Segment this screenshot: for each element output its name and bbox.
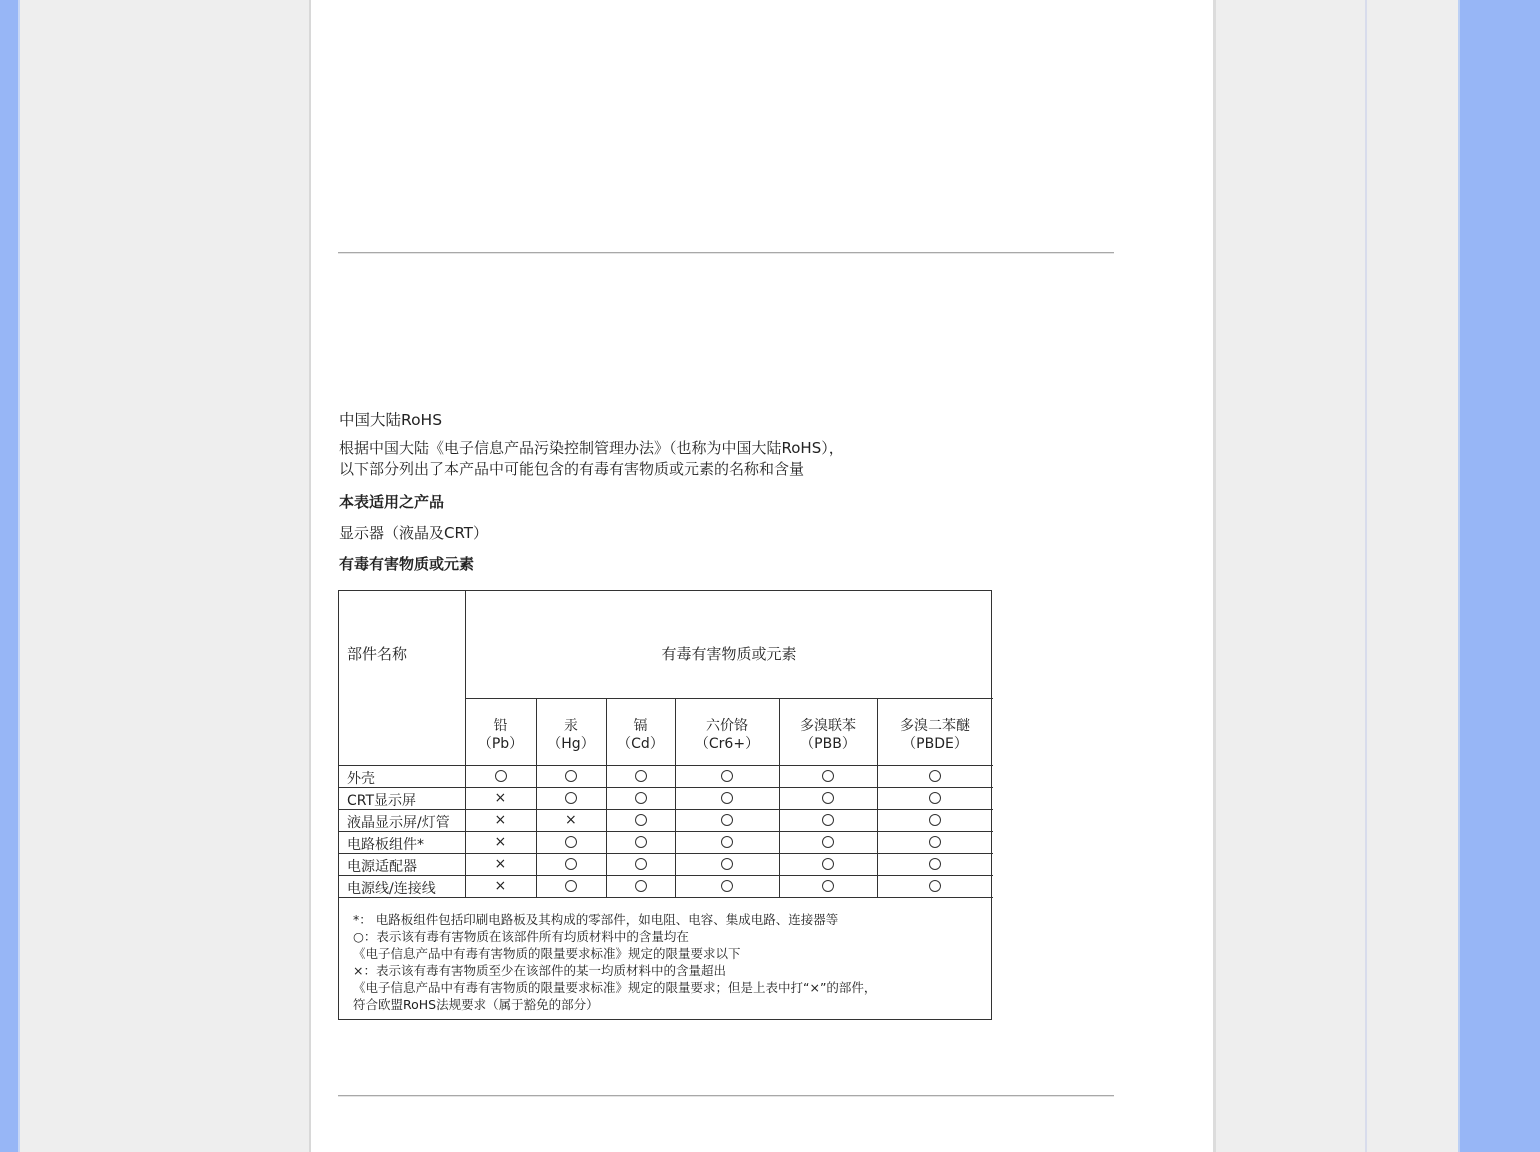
column-header-symbol: （Cd）	[617, 736, 664, 752]
hazardous-substances-table	[338, 590, 992, 1020]
compliant-circle-mark	[929, 836, 941, 848]
exceeds-cross-mark: ×	[494, 834, 507, 850]
compliant-circle-mark	[822, 858, 834, 870]
compliant-circle-mark	[721, 880, 733, 892]
compliant-circle-mark	[929, 792, 941, 804]
window-frame-left	[0, 0, 20, 1152]
exceeds-cross-mark: ×	[494, 878, 507, 894]
compliant-circle-mark	[929, 770, 941, 782]
rohs-heading: 中国大陆RoHS	[339, 411, 443, 429]
column-header-name: 多溴联苯	[800, 718, 856, 734]
table-row-label: 电源适配器	[347, 859, 417, 875]
window-frame-right	[1458, 0, 1540, 1152]
table-row-label: 电路板组件*	[347, 837, 424, 853]
exceeds-cross-mark: ×	[494, 790, 507, 806]
compliant-circle-mark	[635, 858, 647, 870]
table-note-line: *： 电路板组件包括印刷电路板及其构成的零部件，如电阻、电容、集成电路、连接器等	[353, 912, 839, 927]
compliant-circle-mark	[822, 880, 834, 892]
compliant-circle-mark	[635, 770, 647, 782]
table-row-label: 外壳	[347, 771, 375, 787]
part-name-header: 部件名称	[347, 645, 408, 663]
table-divider-horizontal	[339, 853, 993, 854]
compliant-circle-mark	[565, 858, 577, 870]
column-header-symbol: （Hg）	[547, 736, 595, 752]
compliant-circle-mark	[635, 880, 647, 892]
applies-heading: 本表适用之产品	[339, 493, 445, 511]
table-note-line: ×：表示该有毒有害物质至少在该部件的某一均质材料中的含量超出	[353, 963, 726, 978]
table-divider-horizontal	[339, 897, 993, 898]
table-note-line: 符合欧盟RoHS法规要求（属于豁免的部分）	[353, 997, 599, 1012]
column-header-symbol: （PBB）	[800, 736, 856, 752]
pane-divider[interactable]	[1365, 0, 1367, 1152]
compliant-circle-mark	[929, 858, 941, 870]
compliant-circle-mark	[822, 814, 834, 826]
compliant-circle-mark	[565, 880, 577, 892]
column-header-symbol: （Pb）	[477, 736, 524, 752]
compliant-circle-mark	[721, 858, 733, 870]
compliant-circle-mark	[635, 792, 647, 804]
column-header-symbol: （PBDE）	[902, 736, 968, 752]
table-divider-horizontal	[339, 765, 993, 766]
compliant-circle-mark	[721, 770, 733, 782]
compliant-circle-mark	[822, 836, 834, 848]
compliant-circle-mark	[495, 770, 507, 782]
table-note-line: 《电子信息产品中有毒有害物质的限量要求标准》规定的限量要求；但是上表中打“×”的部件，	[353, 980, 877, 995]
page-shadow-right	[1213, 0, 1216, 1152]
column-header	[675, 717, 779, 753]
compliant-circle-mark	[635, 836, 647, 848]
column-header-name: 多溴二苯醚	[900, 718, 970, 734]
exceeds-cross-mark: ×	[494, 856, 507, 872]
table-divider-horizontal	[465, 698, 993, 699]
column-header-symbol: （Cr6+）	[694, 736, 760, 752]
substances-heading: 有毒有害物质或元素	[339, 555, 475, 573]
column-header-name: 六价铬	[706, 718, 748, 734]
compliant-circle-mark	[565, 836, 577, 848]
exceeds-cross-mark: ×	[494, 812, 507, 828]
compliant-circle-mark	[565, 770, 577, 782]
table-note-line: 《电子信息产品中有毒有害物质的限量要求标准》规定的限量要求以下	[353, 946, 741, 961]
compliant-circle-mark	[721, 792, 733, 804]
compliant-circle-mark	[565, 792, 577, 804]
column-header-name: 汞	[564, 718, 578, 734]
horizontal-rule-bottom	[338, 1095, 1114, 1097]
table-divider-horizontal	[339, 787, 993, 788]
compliant-circle-mark	[822, 792, 834, 804]
column-header-name: 镉	[633, 718, 648, 734]
column-header	[606, 717, 675, 753]
column-header	[877, 717, 993, 753]
table-row-label: CRT显示屏	[347, 793, 417, 809]
column-header	[536, 717, 606, 753]
intro-line-2: 以下部分列出了本产品中可能包含的有毒有害物质或元素的名称和含量	[339, 460, 805, 478]
compliant-circle-mark	[721, 814, 733, 826]
horizontal-rule-top	[338, 252, 1114, 254]
compliant-circle-mark	[635, 814, 647, 826]
substance-group-header: 有毒有害物质或元素	[661, 645, 797, 663]
compliant-circle-mark	[929, 814, 941, 826]
compliant-circle-mark	[822, 770, 834, 782]
table-notes	[353, 911, 876, 1013]
table-note-line: ○：表示该有毒有害物质在该部件所有均质材料中的含量均在	[353, 929, 689, 944]
table-row-label: 液晶显示屏/灯管	[347, 815, 450, 831]
column-header	[465, 717, 536, 753]
exceeds-cross-mark: ×	[565, 812, 577, 828]
table-row-label: 电源线/连接线	[347, 881, 436, 897]
table-divider-horizontal	[339, 875, 993, 876]
column-header-name: 铅	[493, 718, 508, 734]
intro-line-1: 根据中国大陆《电子信息产品污染控制管理办法》（也称为中国大陆RoHS），	[339, 439, 844, 457]
applies-value: 显示器（液晶及CRT）	[339, 524, 488, 542]
table-divider-horizontal	[339, 809, 993, 810]
compliant-circle-mark	[721, 836, 733, 848]
column-header	[779, 717, 877, 753]
compliant-circle-mark	[929, 880, 941, 892]
